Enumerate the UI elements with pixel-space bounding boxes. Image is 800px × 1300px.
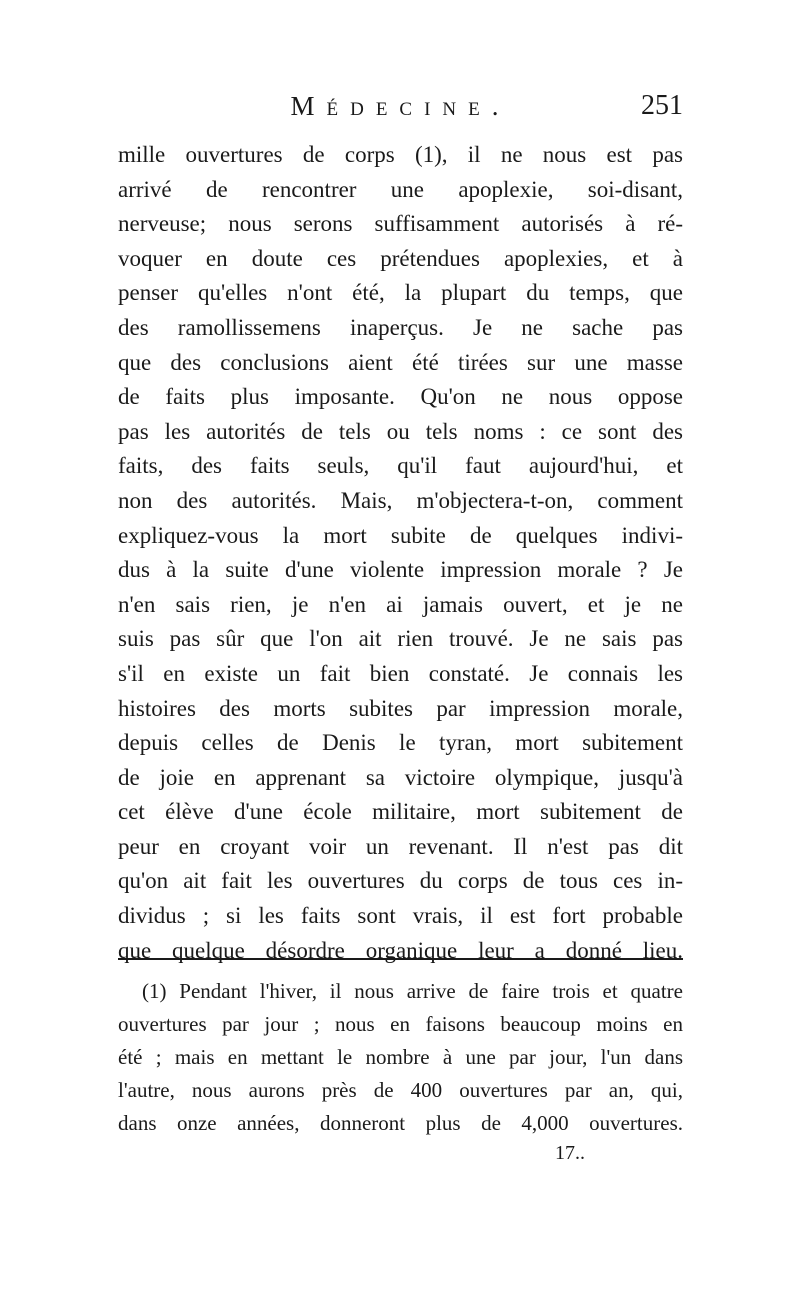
- body-line: non des autorités. Mais, m'objectera-t-on, comment: [118, 487, 683, 513]
- footnote-line: dans onze années, donneront plus de 4,000 ouvertures.: [118, 1111, 683, 1135]
- footnote-line: l'autre, nous aurons près de 400 ouvertures par an, qui,: [118, 1078, 683, 1102]
- body-line: nerveuse; nous serons suffisamment autorisés à ré-: [118, 211, 683, 237]
- body-line: des ramollissemens inaperçus. Je ne sache pas: [118, 314, 683, 340]
- footnote-line: ouvertures par jour ; nous en faisons beaucoup moins en: [118, 1012, 683, 1036]
- body-line: de faits plus imposante. Qu'on ne nous oppose: [118, 384, 683, 410]
- body-line: dus à la suite d'une violente impression morale ? Je: [118, 557, 683, 583]
- body-line: penser qu'elles n'ont été, la plupart du temps, que: [118, 280, 683, 306]
- body-line: s'il en existe un fait bien constaté. Je connais les: [118, 660, 683, 686]
- footnote-separator-rule: [118, 958, 683, 960]
- body-line: mille ouvertures de corps (1), il ne nous est pas: [118, 142, 683, 167]
- footnote-line: (1) Pendant l'hiver, il nous arrive de faire trois et quatre: [142, 979, 683, 1003]
- body-line: cet élève d'une école militaire, mort subitement de: [118, 799, 683, 825]
- running-head: [118, 86, 683, 126]
- running-title: Médecine.: [290, 91, 511, 121]
- page-number: 251: [641, 90, 683, 121]
- body-line: arrivé de rencontrer une apoplexie, soi-disant,: [118, 176, 683, 202]
- body-line: expliquez-vous la mort subite de quelques indivi-: [118, 522, 683, 548]
- body-line: voquer en doute ces prétendues apoplexies, et à: [118, 245, 683, 271]
- body-line: faits, des faits seuls, qu'il faut aujourd'hui, et: [118, 453, 683, 479]
- body-line: suis pas sûr que l'on ait rien trouvé. Je ne sais pas: [118, 626, 683, 652]
- body-line: pas les autorités de tels ou tels noms : ce sont des: [118, 418, 683, 444]
- body-text: [118, 138, 683, 968]
- footnote-line: été ; mais en mettant le nombre à une par jour, l'un dans: [118, 1045, 683, 1069]
- body-line: depuis celles de Denis le tyran, mort subitement: [118, 730, 683, 756]
- body-line: que quelque désordre organique leur a donné lieu.: [118, 937, 683, 963]
- body-line: histoires des morts subites par impression morale,: [118, 695, 683, 721]
- body-line: que des conclusions aient été tirées sur une masse: [118, 349, 683, 375]
- body-line: dividus ; si les faits sont vrais, il est fort probable: [118, 903, 683, 929]
- body-line: de joie en apprenant sa victoire olympique, jusqu'à: [118, 764, 683, 790]
- body-line: qu'on ait fait les ouvertures du corps de tous ces in-: [118, 868, 683, 894]
- signature-mark: 17..: [555, 1142, 585, 1164]
- body-line: peur en croyant voir un revenant. Il n'est pas dit: [118, 833, 683, 859]
- footnote: [118, 975, 683, 1140]
- body-line: n'en sais rien, je n'en ai jamais ouvert, et je ne: [118, 591, 683, 617]
